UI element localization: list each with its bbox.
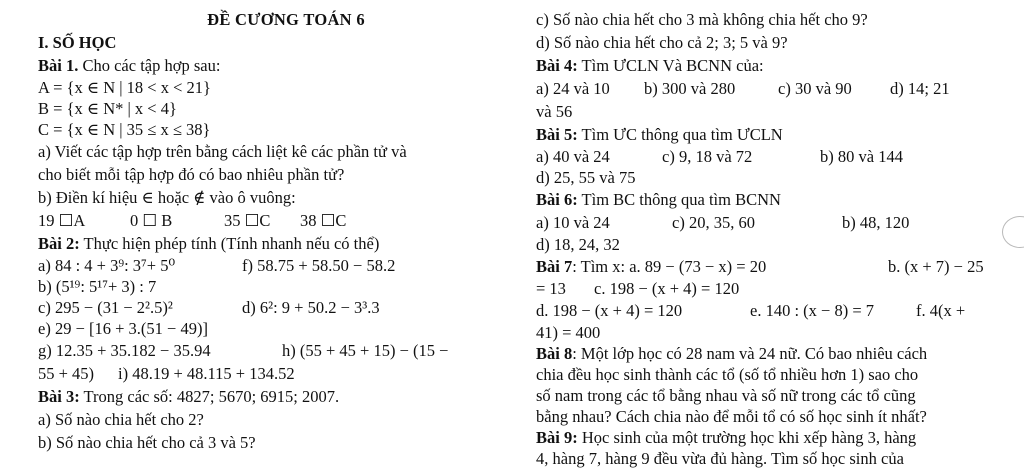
bai6-a: a) 10 và 24 [536, 213, 610, 232]
bai4-a: a) 24 và 10 [536, 79, 610, 98]
bai7-d: d. 198 − (x + 4) = 120 [536, 301, 683, 320]
bai7-f-cont: 41) = 400 [536, 323, 601, 342]
bai8-line4: bằng nhau? Cách chia nào để mỗi tổ có số học sinh ít nhất? [536, 407, 927, 426]
bai2-f: f) 58.75 + 58.50 − 58.2 [242, 256, 396, 275]
set-a: A = {x ∈ N | 18 < x < 21} [38, 78, 211, 97]
bai2-d: d) 6²: 9 + 50.2 − 3³.3 [242, 298, 380, 317]
bai5-a: a) 40 và 24 [536, 147, 610, 166]
bai1-b: b) Điền kí hiệu ∈ hoặc ∉ vào ô vuông: [38, 188, 296, 207]
bai1-a-line2: cho biết mỗi tập hợp đó có bao nhiêu phần tử? [38, 165, 345, 184]
bai4-b: b) 300 và 280 [644, 79, 736, 98]
bai7-b-result: = 13 [536, 279, 566, 298]
bai2-heading: Bài 2: Thực hiện phép tính (Tính nhanh nếu có thể) [38, 234, 380, 253]
set-b: B = {x ∈ N* | x < 4} [38, 99, 177, 118]
bai2-h: h) (55 + 45 + 15) − (15 − [282, 341, 449, 360]
bai3-c: c) Số nào chia hết cho 3 mà không chia hết cho 9? [536, 10, 868, 29]
bai3-d: d) Số nào chia hết cho cả 2; 3; 5 và 9? [536, 33, 788, 52]
section-heading: I. SỐ HỌC [38, 33, 117, 52]
bai3-a: a) Số nào chia hết cho 2? [38, 410, 204, 429]
bai4-c: c) 30 và 90 [778, 79, 852, 98]
bai2-row-h2-i [38, 362, 498, 385]
bai2-h-cont: 55 + 45) [38, 364, 95, 383]
bai2-row-c-d [38, 297, 498, 318]
scroll-handle[interactable] [1002, 216, 1024, 248]
bai6-heading: Bài 6: Tìm BC thông qua tìm BCNN [536, 190, 781, 209]
bai5-c: c) 9, 18 và 72 [662, 147, 753, 166]
bai5-heading: Bài 5: Tìm ƯC thông qua tìm ƯCLN [536, 125, 783, 144]
bai4-d: d) 14; 21 [890, 79, 950, 98]
bai4-row [536, 77, 976, 100]
bai2-c: c) 295 − (31 − 2².5)² [38, 298, 173, 317]
bai7-row1: Bài 7: Tìm x: a. 89 − (73 − x) = 20 b. (x + 7) − 25 [536, 257, 984, 276]
page-title: ĐỀ CƯƠNG TOÁN 6 [207, 10, 365, 29]
fill-box-2: 0 ☐ B [130, 211, 173, 230]
bai6-row [536, 211, 976, 234]
bai4-heading: Bài 4: Tìm ƯCLN Và BCNN của: [536, 56, 764, 75]
set-c: C = {x ∈ N | 35 ≤ x ≤ 38} [38, 120, 211, 139]
bai9-line1: Bài 9: Học sinh của một trường học khi xếp hàng 3, hàng [536, 428, 917, 447]
bai7-row2 [536, 278, 976, 299]
fill-box-3: 35 ☐C [224, 211, 271, 230]
bai9-line2: 4, hàng 7, hàng 9 đều vừa đủ hàng. Tìm số học sinh của [536, 449, 904, 468]
bai6-c: c) 20, 35, 60 [672, 213, 755, 232]
right-column [536, 8, 984, 469]
bai2-i: i) 48.19 + 48.115 + 134.52 [118, 364, 295, 383]
bai8-line3: số nam trong các tổ bằng nhau và số nữ trong các tổ cũng [536, 386, 916, 405]
bai6-b: b) 48, 120 [842, 213, 910, 232]
bai7-b: b. (x + 7) − 25 [888, 257, 984, 276]
bai5-row [536, 146, 976, 167]
left-column [38, 8, 498, 454]
bai2-b: b) (5¹⁹: 5¹⁷+ 3) : 7 [38, 277, 157, 296]
fill-box-1: 19 ☐A [38, 211, 86, 230]
bai5-b: b) 80 và 144 [820, 147, 903, 166]
bai6-d: d) 18, 24, 32 [536, 235, 620, 254]
bai8-line1: Bài 8: Một lớp học có 28 nam và 24 nữ. Có bao nhiêu cách [536, 344, 928, 363]
bai5-d: d) 25, 55 và 75 [536, 168, 636, 187]
bai2-g: g) 12.35 + 35.182 − 35.94 [38, 341, 211, 360]
bai1-a-line1: a) Viết các tập hợp trên bằng cách liệt kê các phần tử và [38, 142, 407, 161]
bai1-heading: Bài 1. Cho các tập hợp sau: [38, 56, 221, 75]
bai7-f: f. 4(x + [916, 301, 966, 320]
bai3-heading: Bài 3: Trong các số: 4827; 5670; 6915; 2007. [38, 387, 340, 406]
bai7-c: c. 198 − (x + 4) = 120 [594, 279, 740, 298]
bai3-b: b) Số nào chia hết cho cả 3 và 5? [38, 433, 256, 452]
bai8-line2: chia đều học sinh thành các tổ (số tổ nhiều hơn 1) sao cho [536, 365, 919, 384]
bai2-row-g-h [38, 339, 498, 362]
bai2-e: e) 29 − [16 + 3.(51 − 49)] [38, 319, 208, 338]
bai7-row3 [536, 299, 976, 322]
bai2-row-a-f [38, 255, 498, 276]
bai4-cont: và 56 [536, 102, 573, 121]
bai7-e: e. 140 : (x − 8) = 7 [750, 301, 875, 320]
fill-boxes-row [38, 209, 498, 232]
fill-box-4: 38 ☐C [300, 211, 347, 230]
bai2-a: a) 84 : 4 + 3⁹: 3⁷+ 5⁰ [38, 256, 176, 275]
